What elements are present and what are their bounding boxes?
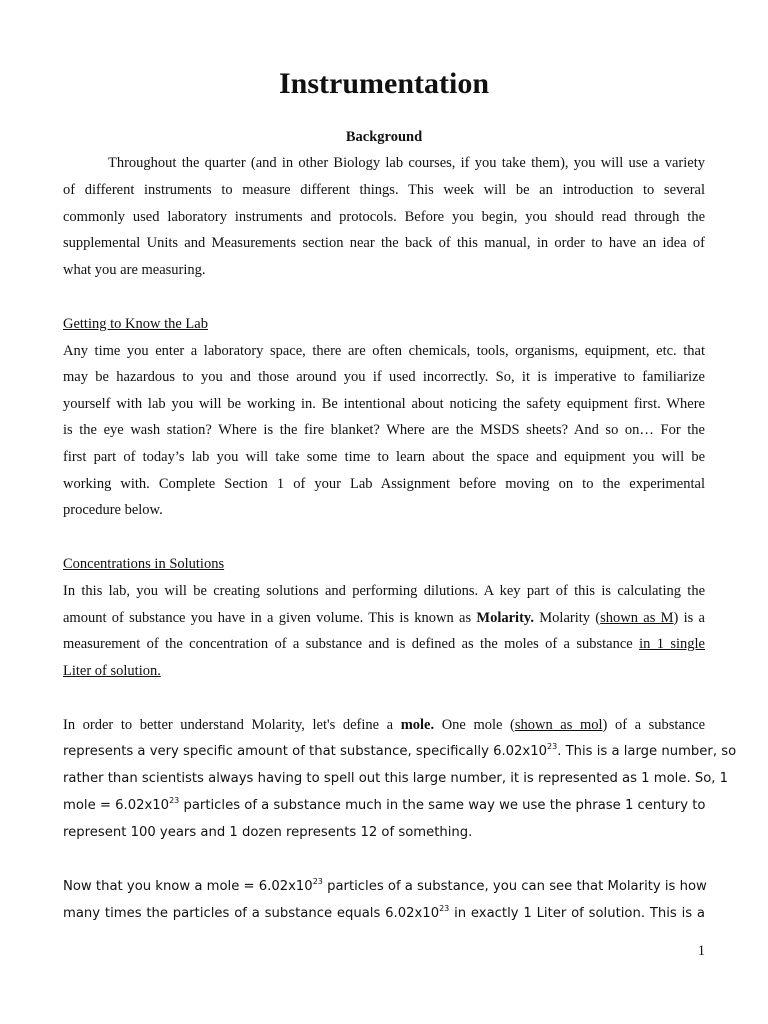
exponent: 23 — [439, 904, 450, 913]
concentrations-line: Liter of solution. — [63, 663, 161, 679]
text-run: amount of substance you have in a given volume. This is known as — [63, 610, 477, 626]
text-run: ) of a substance — [602, 717, 706, 733]
mole-line — [63, 742, 737, 762]
mole-line — [63, 715, 705, 735]
lab-line: yourself with lab you will be working in. Be intentional about noticing the safety equipment first. Where — [63, 396, 705, 412]
text-run: in exactly 1 Liter of solution. This is a — [449, 906, 706, 921]
lab-line: Any time you enter a laboratory space, there are often chemicals, tools, organisms, equipment, etc. that — [63, 343, 705, 359]
text-run: . This is a large number, so — [557, 744, 737, 759]
mole-symbol-note: shown as mol — [514, 717, 603, 733]
page-number: 1 — [697, 943, 705, 959]
text-run: measurement of the concentration of a substance and is defined as the moles of a substance — [63, 636, 640, 652]
text-run: represents a very specific amount of that substance, specifically 6.02x10 — [63, 744, 548, 759]
concentrations-line: In this lab, you will be creating solutions and performing dilutions. A key part of this is calculating the — [63, 583, 705, 599]
text-run: One mole ( — [434, 717, 515, 733]
molarity-symbol-note: shown as M — [600, 610, 674, 626]
lab-line: may be hazardous to you and those around you if used incorrectly. So, it is imperative to familiarize — [63, 369, 705, 385]
exponent: 23 — [169, 796, 180, 805]
concentrations-heading: Concentrations in Solutions — [63, 556, 225, 572]
underlined-phrase: in 1 single — [639, 636, 705, 652]
text-run: mole = 6.02x10 — [63, 798, 170, 813]
concentrations-line — [63, 608, 705, 628]
mole-line: rather than scientists always having to spell out this large number, it is represented as 1 mole. So, 1 — [63, 771, 729, 786]
background-line: Throughout the quarter (and in other Biology lab courses, if you take them), you will use a variety — [108, 155, 705, 171]
lab-heading: Getting to Know the Lab — [63, 316, 208, 332]
closing-line — [63, 904, 705, 924]
text-run: particles of a substance, you can see that Molarity is how — [322, 879, 707, 894]
text-run: In order to better understand Molarity, let's define a — [63, 717, 401, 733]
background-line: supplemental Units and Measurements section near the back of this manual, in order to have an idea of — [63, 235, 705, 251]
text-run: Now that you know a mole = 6.02x10 — [63, 879, 313, 894]
mole-line — [63, 796, 705, 816]
exponent: 23 — [547, 742, 558, 751]
text-run: Molarity ( — [534, 610, 601, 626]
concentrations-line — [63, 634, 705, 654]
background-line: of different instruments to measure different things. This week will be an introduction to several — [63, 182, 705, 198]
background-heading: Background — [345, 129, 423, 145]
text-run: particles of a substance much in the same way we use the phrase 1 century to — [179, 798, 706, 813]
background-line: commonly used laboratory instruments and protocols. Before you begin, you should read through the — [63, 209, 705, 225]
text-run: ) is a — [673, 610, 705, 626]
closing-line — [63, 877, 705, 897]
background-line: what you are measuring. — [63, 262, 206, 278]
lab-line: procedure below. — [63, 502, 163, 518]
lab-line: is the eye wash station? Where is the fire blanket? Where are the MSDS sheets? And so on… For the — [63, 422, 705, 438]
molarity-term: Molarity. — [476, 610, 534, 626]
page-title: Instrumentation — [278, 67, 489, 100]
text-run: many times the particles of a substance equals 6.02x10 — [63, 906, 440, 921]
exponent: 23 — [312, 877, 323, 886]
lab-line: working with. Complete Section 1 of your Lab Assignment before moving on to the experimental — [63, 476, 705, 492]
lab-line: first part of today’s lab you will take some time to learn about the space and equipment you will be — [63, 449, 705, 465]
mole-term: mole. — [400, 717, 435, 733]
mole-line: represent 100 years and 1 dozen represents 12 of something. — [63, 825, 473, 840]
